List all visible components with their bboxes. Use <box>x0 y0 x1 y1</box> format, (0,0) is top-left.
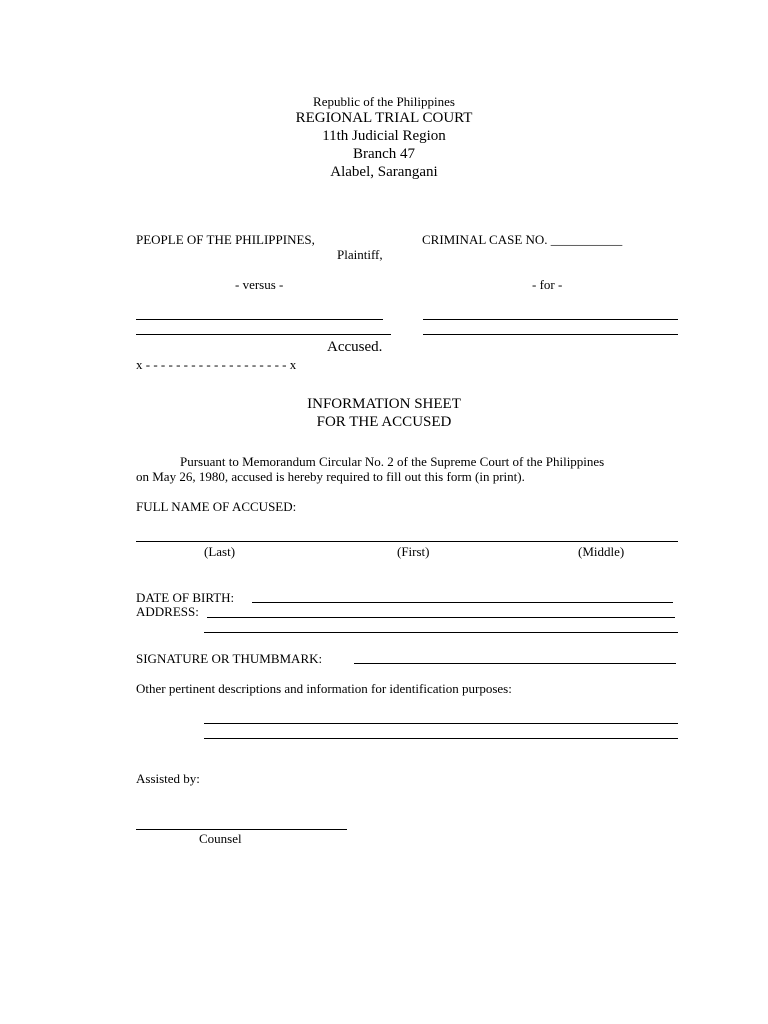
dob-label: DATE OF BIRTH: <box>136 590 235 605</box>
header-branch: Branch 47 <box>352 146 416 162</box>
accused-name-line-2 <box>136 334 391 335</box>
other-info-line-1[interactable] <box>204 723 678 724</box>
header-region: 11th Judicial Region <box>322 128 446 144</box>
dob-line[interactable] <box>252 602 673 603</box>
title-line-1: INFORMATION SHEET <box>307 396 461 412</box>
other-info-line-2[interactable] <box>204 738 678 739</box>
name-last-caption: (Last) <box>204 544 236 559</box>
for-label: - for - <box>532 277 563 292</box>
versus-label: - versus - <box>235 277 284 292</box>
full-name-label: FULL NAME OF ACCUSED: <box>136 499 297 514</box>
intro-line-1: Pursuant to Memorandum Circular No. 2 of the Supreme Court of the Philippines <box>180 454 605 469</box>
counsel-label: Counsel <box>199 831 242 846</box>
full-name-line[interactable] <box>136 541 678 542</box>
title-line-2: FOR THE ACCUSED <box>316 414 452 430</box>
caption-separator: x - - - - - - - - - - - - - - - - - - - x <box>136 357 297 372</box>
offense-line-2 <box>423 334 678 335</box>
signature-label: SIGNATURE OR THUMBMARK: <box>136 651 323 666</box>
criminal-case-number: CRIMINAL CASE NO. ___________ <box>422 232 623 247</box>
address-line-2[interactable] <box>204 632 678 633</box>
offense-line-1 <box>423 319 678 320</box>
plaintiff-name: PEOPLE OF THE PHILIPPINES, <box>136 232 315 247</box>
plaintiff-label: Plaintiff, <box>337 247 383 262</box>
other-info-label: Other pertinent descriptions and information for identification purposes: <box>136 681 512 696</box>
address-line-1[interactable] <box>207 617 675 618</box>
header-republic: Republic of the Philippines <box>313 94 455 109</box>
address-label: ADDRESS: <box>136 604 199 619</box>
header-court: REGIONAL TRIAL COURT <box>295 110 473 126</box>
name-first-caption: (First) <box>397 544 430 559</box>
name-middle-caption: (Middle) <box>578 544 625 559</box>
assisted-by-label: Assisted by: <box>136 771 200 786</box>
header-location: Alabel, Sarangani <box>330 164 438 180</box>
accused-name-line-1 <box>136 319 383 320</box>
intro-line-2: on May 26, 1980, accused is hereby required to fill out this form (in print). <box>136 469 525 484</box>
signature-line[interactable] <box>354 663 676 664</box>
counsel-signature-line[interactable] <box>136 829 347 830</box>
accused-label: Accused. <box>327 339 383 355</box>
